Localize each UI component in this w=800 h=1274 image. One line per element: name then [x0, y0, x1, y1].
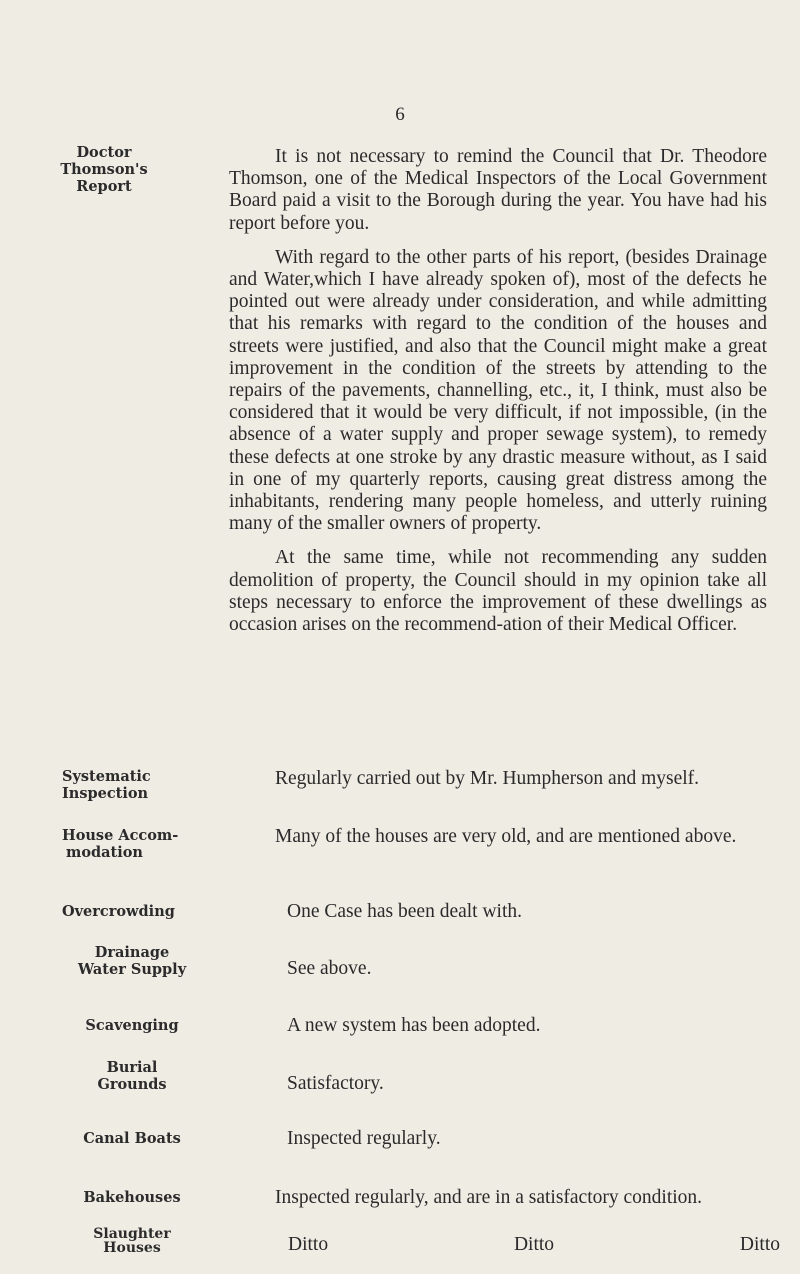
drainage-water-text: See above. [287, 958, 372, 979]
side-heading-line: Drainage [94, 944, 170, 961]
paragraph: Many of the houses are very old, and are mentioned above. [275, 826, 737, 847]
overcrowding-text: One Case has been dealt with. [287, 901, 523, 922]
side-heading-line: Systematic [62, 768, 151, 785]
slaughter-houses-dittos [288, 1234, 780, 1256]
paragraph: Inspected regularly, and are in a satisfactory condition. [275, 1187, 703, 1208]
canal-boats-text: Inspected regularly. [287, 1128, 441, 1149]
side-heading-systematic-inspection [62, 768, 242, 802]
paragraph: At the same time, while not recommending any sudden demolition of property, the Council should in my opinion take all steps necessary to enforce the improvement of these dwellings as occasion arises on the recommend-ation of their Medical Officer. [229, 547, 767, 636]
side-heading-line: Grounds [97, 1076, 167, 1093]
paragraph: With regard to the other parts of his report, (besides Drainage and Water,which I have already spoken of), most of the defects he pointed out were already under consideration, and while admitting that his remarks with regard to the condition of the houses and streets were justified, and also that the Council might make a great improvement in the condition of the streets by attending to the repairs of the pavements, channelling, etc., it, I think, must also be considered that it would be very difficult, if not impossible, (in the absence of a water supply and proper sewage system), to remedy these defects at one stroke by any drastic measure without, as I said in one of my quarterly reports, causing great distress among the inhabitants, rendering many people homeless, and utterly ruining many of the smaller owners of property. [229, 246, 767, 535]
side-heading-doctor-thomson [0, 144, 208, 195]
side-heading-line: Report [76, 178, 132, 195]
side-heading-line: modation [66, 844, 143, 861]
paragraph: It is not necessary to remind the Council that Dr. Theodore Thomson, one of the Medical Inspectors of the Local Government Board paid a visit to the Borough during the year. You have had his report before you. [229, 146, 767, 234]
house-accommodation-text [229, 826, 767, 848]
side-heading-bakehouses: Bakehouses [83, 1189, 181, 1206]
burial-grounds-text: Satisfactory. [287, 1073, 384, 1094]
bakehouses-text [229, 1187, 789, 1209]
side-heading-line: House Accom- [62, 827, 179, 844]
ditto-mark: Ditto [513, 1234, 555, 1255]
side-heading-scavenging: Scavenging [85, 1017, 179, 1034]
ditto-mark: Ditto [288, 1234, 329, 1255]
side-heading-overcrowding: Overcrowding [62, 903, 175, 920]
side-heading-line: Slaughter [93, 1226, 171, 1242]
systematic-inspection-text [229, 768, 767, 790]
paragraph: Regularly carried out by Mr. Humpherson and myself. [275, 768, 700, 789]
side-heading-drainage-water [42, 944, 222, 978]
side-heading-canal-boats: Canal Boats [83, 1130, 181, 1147]
side-heading-line: Doctor [76, 144, 132, 161]
side-heading-line: Houses [103, 1240, 161, 1256]
scavenging-text: A new system has been adopted. [287, 1015, 541, 1036]
side-heading-line: Burial [106, 1059, 158, 1076]
page-number: 6 [395, 104, 405, 125]
side-heading-line: Inspection [62, 785, 149, 802]
ditto-mark: Ditto [739, 1234, 780, 1255]
side-heading-slaughter-houses [42, 1227, 222, 1255]
doctor-thomson-body [229, 146, 767, 636]
side-heading-line: Water Supply [77, 961, 187, 978]
side-heading-burial-grounds [42, 1059, 222, 1093]
side-heading-line: Thomson's [60, 161, 148, 178]
side-heading-house-accommodation [62, 827, 242, 861]
